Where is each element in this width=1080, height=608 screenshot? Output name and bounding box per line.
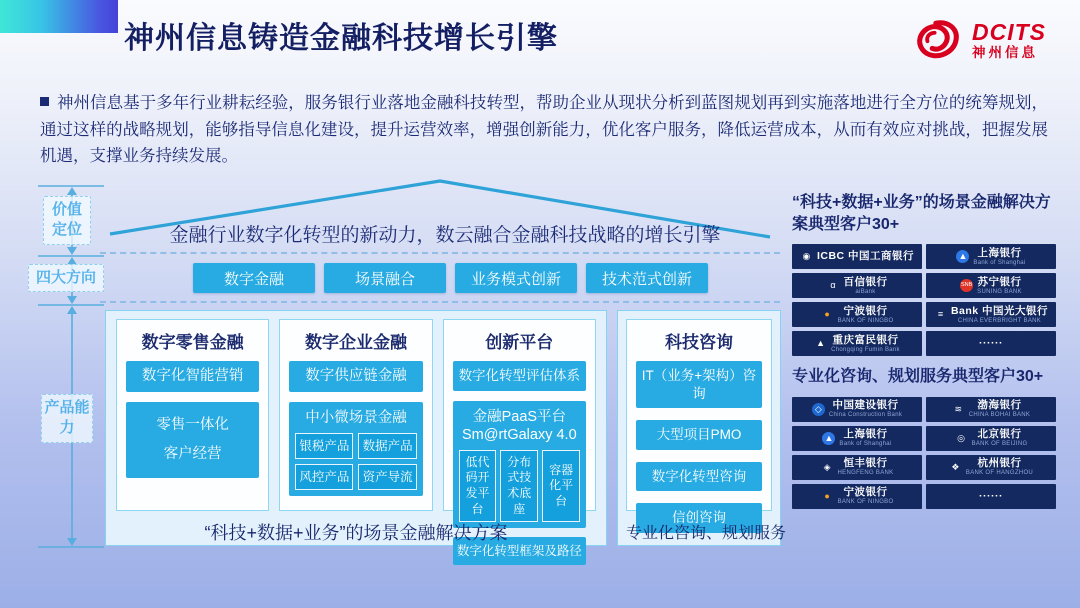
bank-subtitle: BANK OF HANGZHOU: [965, 470, 1034, 477]
column-tech-consulting: [626, 319, 772, 526]
consulting-button-label: 信创咨询: [672, 510, 726, 526]
bank-logo-icon: ◎: [957, 432, 965, 443]
bank-name: 中国建设银行: [832, 399, 899, 412]
bank-logo-box: [926, 484, 1056, 509]
retail-btn-line1: 零售一体化: [156, 416, 229, 433]
bank-name: 宁波银行: [843, 486, 888, 499]
bank-logo-box: [792, 302, 922, 327]
enterprise-panel-sme: [289, 402, 422, 497]
bullet-square-icon: [40, 97, 49, 106]
bank-logo-box: [792, 426, 922, 451]
company-logo: [911, 16, 1046, 64]
consulting-container: [617, 310, 787, 546]
consulting-button-label: 大型项目PMO: [656, 427, 742, 443]
customers-heading-consulting: 专业化咨询、规划服务典型客户30+: [792, 368, 1044, 386]
platform-sub-products: [459, 450, 580, 522]
page-title: 神州信息铸造金融科技增长引擎: [124, 22, 558, 55]
bank-logo-box: [926, 302, 1056, 327]
consulting-button[interactable]: [636, 420, 762, 450]
bank-name: ······: [979, 490, 1003, 503]
column-title: 数字零售金融: [141, 333, 244, 352]
sub-product-label: 银税产品: [299, 438, 350, 453]
bank-subtitle: Chongqing Fumin Bank: [831, 346, 900, 353]
bank-subtitle: BANK OF NINGBO: [837, 317, 894, 324]
paas-title-line2: Sm@rtGalaxy 4.0: [462, 426, 577, 443]
platform-btn-assessment[interactable]: 数字化转型评估体系: [453, 361, 586, 391]
bank-logo-icon: α: [830, 280, 836, 291]
bank-name: 恒丰银行: [843, 457, 888, 470]
sub-product-label: 分布式技术底座: [507, 454, 532, 516]
bank-logo-box: [792, 484, 922, 509]
bank-subtitle: BANK OF NINGBO: [837, 499, 894, 506]
bank-logo-box: [926, 426, 1056, 451]
direction-button[interactable]: [324, 263, 446, 293]
retail-btn-marketing[interactable]: 数字化智能营销: [126, 361, 259, 392]
paas-title-line1: 金融PaaS平台: [472, 408, 567, 425]
bank-subtitle: Bank of Shanghai: [839, 441, 892, 448]
solutions-container: [105, 310, 607, 559]
bank-name: 杭州银行: [977, 457, 1022, 470]
rail-label-products: 产品能力: [41, 394, 93, 443]
sub-product-box[interactable]: [295, 433, 353, 459]
bank-subtitle: SUNING BANK: [977, 288, 1022, 295]
bank-logo-box: [792, 331, 922, 356]
bank-logo-icon: ◈: [823, 461, 831, 472]
sub-product-label: 容器化平台: [549, 462, 574, 508]
sub-product-label: 资产导流: [362, 470, 413, 485]
panel-title: 中小微场景金融: [305, 409, 407, 426]
platform-panel-paas: [453, 401, 586, 529]
bank-logo-box: [926, 397, 1056, 422]
column-title: 科技咨询: [665, 333, 733, 352]
rail-label-directions: 四大方向: [28, 264, 104, 292]
retail-btn-customer-ops[interactable]: [126, 402, 259, 478]
bank-logo-icon: ●: [824, 490, 830, 501]
bank-logo-icon: ▲: [816, 338, 826, 349]
dashed-divider-top: [100, 252, 780, 254]
customers-panel: [792, 192, 1056, 519]
sub-product-label: 风控产品: [299, 470, 350, 485]
bank-logo-icon: ◇: [812, 403, 825, 416]
consulting-button[interactable]: [636, 361, 762, 408]
bank-name: ······: [979, 337, 1003, 350]
bank-logo-box: [926, 273, 1056, 298]
column-title: 数字企业金融: [304, 333, 407, 352]
sub-product-box[interactable]: [295, 464, 353, 490]
bank-subtitle: China Construction Bank: [828, 412, 903, 419]
bank-logo-icon: ≡: [937, 309, 944, 320]
logo-brand-text: DCITS: [972, 18, 1046, 45]
customers-heading-solutions: “科技+数据+业务”的场景金融解决方案典型客户30+: [792, 194, 1051, 233]
consulting-buttons: [636, 361, 762, 533]
bank-logo-box: [792, 397, 922, 422]
bank-subtitle: CHINA BOHAI BANK: [968, 412, 1031, 419]
sub-product-label: 低代码开发平台: [465, 454, 490, 516]
bank-name: 苏宁银行: [977, 275, 1022, 288]
logo-brand-cn: 神州信息: [972, 44, 1038, 60]
intro-paragraph: [40, 90, 1048, 170]
bank-name: ICBC 中国工商银行: [816, 250, 915, 263]
retail-btn-line2: 客户经营: [163, 445, 222, 462]
consulting-button[interactable]: [636, 462, 762, 492]
bank-logo-box: [792, 273, 922, 298]
bank-logo-icon: ▲: [822, 432, 835, 445]
bank-name: 上海银行: [843, 428, 888, 441]
direction-button[interactable]: [193, 263, 315, 293]
direction-button-label: 场景融合: [354, 270, 415, 288]
bank-logo-box: [926, 244, 1056, 269]
direction-button-label: 技术范式创新: [601, 270, 692, 288]
bank-name: 上海银行: [977, 246, 1022, 259]
bank-subtitle: HENGFENG BANK: [837, 470, 894, 477]
dashed-divider-bottom: [100, 301, 780, 303]
sub-product-box[interactable]: [542, 450, 580, 522]
bank-name: 重庆富民银行: [832, 333, 899, 346]
bank-logo-icon: ❖: [951, 461, 960, 472]
intro-text: 神州信息基于多年行业耕耘经验，服务银行业落地金融科技转型，帮助企业从现状分析到蓝图规划再到实施落地进行全方位的统筹规划，通过这样的战略规划，能够指导信息化建设，提升运营效率，增强创新能力，优化客户服务，降低运营成本，从而有效应对挑战，把握发展机遇，支撑业务持续发展。: [40, 94, 1048, 166]
bank-logo-icon: ▲: [956, 250, 969, 263]
bank-logo-icon: ◉: [802, 251, 811, 262]
platform-btn-framework[interactable]: 数字化转型框架及路径: [453, 537, 586, 565]
bank-grid-consulting: [792, 397, 1056, 509]
bank-name: Bank 中国光大银行: [950, 304, 1049, 317]
bank-name: 百信银行: [843, 275, 888, 288]
column-retail-finance: [116, 319, 269, 511]
direction-button-label: 业务模式创新: [470, 270, 561, 288]
bank-logo-icon: ≋: [954, 403, 963, 414]
rail-label-value: 价值定位: [43, 196, 91, 245]
column-innovation-platform: [443, 319, 596, 559]
enterprise-btn-supply-chain[interactable]: 数字供应链金融: [289, 361, 422, 392]
direction-button-label: 数字金融: [223, 270, 284, 288]
bank-logo-icon: ●: [824, 309, 830, 320]
consulting-caption: 专业化咨询、规划服务: [626, 525, 787, 542]
bank-name: 北京银行: [977, 428, 1022, 441]
column-enterprise-finance: [279, 319, 432, 511]
direction-button[interactable]: [455, 263, 577, 293]
bank-subtitle: aiBank: [855, 288, 876, 295]
column-title: 创新平台: [485, 333, 554, 352]
bank-logo-box: [926, 331, 1056, 356]
direction-button[interactable]: [586, 263, 708, 293]
banner-text: 金融行业数字化转型的新动力，数云融合金融科技战略的增长引擎: [169, 225, 721, 246]
sub-product-box[interactable]: [358, 433, 416, 459]
sub-product-box[interactable]: [500, 450, 538, 522]
bank-logo-box: [792, 244, 922, 269]
sub-product-box[interactable]: [459, 450, 497, 522]
left-rail: [28, 178, 106, 556]
bank-name: 渤海银行: [977, 399, 1022, 412]
sub-product-label: 数据产品: [362, 438, 413, 453]
bank-name: 宁波银行: [843, 304, 888, 317]
bank-subtitle: CHINA EVERBRIGHT BANK: [957, 317, 1042, 324]
bank-logo-box: [926, 455, 1056, 480]
bank-grid-solutions: [792, 244, 1056, 356]
solutions-caption: “科技+数据+业务”的场景金融解决方案: [204, 523, 508, 543]
bank-subtitle: Bank of Shanghai: [973, 259, 1026, 266]
title-accent-bar: [0, 0, 118, 33]
direction-buttons: [193, 263, 708, 293]
bank-logo-box: [792, 455, 922, 480]
consulting-button-label: IT（业务+架构）咨询: [641, 368, 757, 401]
consulting-button-label: 数字化转型咨询: [651, 468, 747, 484]
enterprise-sub-products: [295, 433, 416, 491]
panel-title: [459, 408, 580, 444]
sub-product-box[interactable]: [358, 464, 416, 490]
bank-logo-icon: SNB: [960, 279, 973, 292]
bank-subtitle: BANK OF BEIJING: [971, 441, 1028, 448]
dcits-swirl-icon: [911, 16, 963, 64]
